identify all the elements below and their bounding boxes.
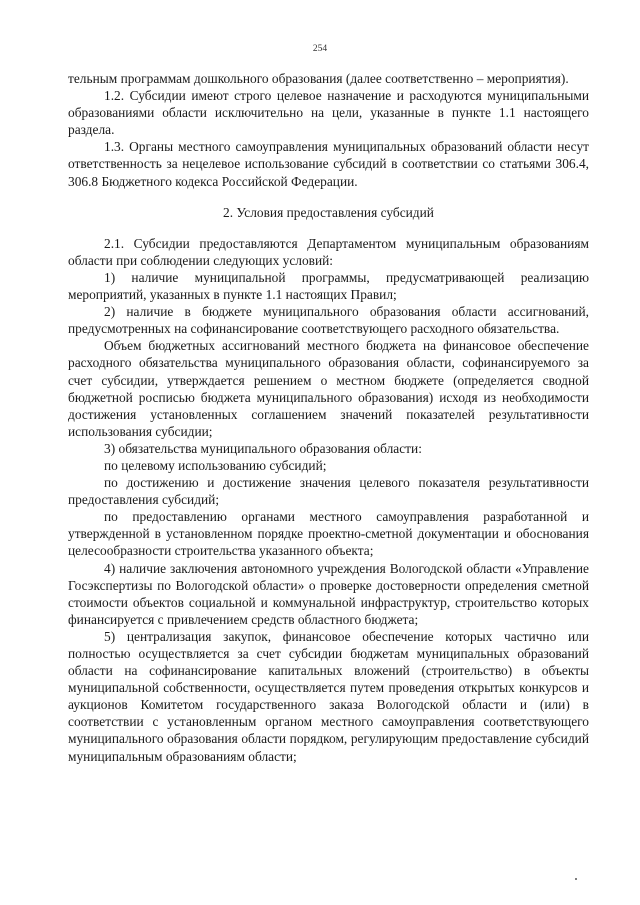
budget-volume-paragraph: Объем бюджетных ассигнований местного бюджета на финансовое обеспечение расходного обязательства муниципального образования области, софинансируемого за счет субсидии, утверждается решением о местном бюджете (определяется сводной бюджетной росписью бюджета муниципального образования) исходя из необходимости достижения установленных соглашением значений показателей результативности использования субсидии;	[68, 338, 589, 439]
paragraph-2-1: 2.1. Субсидии предоставляются Департаментом муниципальным образованиям области при соблюдении следующих условий:	[68, 235, 589, 268]
obligation-targeted-use: по целевому использованию субсидий;	[104, 457, 327, 473]
paragraph-continuation: тельным программам дошкольного образования (далее соответственно – мероприятия).	[68, 71, 569, 86]
condition-3: 3) обязательства муниципального образования области:	[104, 440, 422, 456]
condition-4: 4) наличие заключения автономного учреждения Вологодской области «Управление Госэкспертизы по Вологодской области» о проверке достоверности определения сметной стоимости объектов социальной и коммунальной инфраструктур, строительство которых финансируется с привлечением средств областного бюджета;	[68, 560, 589, 627]
paragraph-1-2: 1.2. Субсидии имеют строго целевое назначение и расходуются муниципальными образованиями области исключительно на цели, указанные в пункте 1.1 настоящего раздела.	[68, 88, 589, 138]
paragraph-1-3: 1.3. Органы местного самоуправления муниципальных образований области несут ответственность за нецелевое использование субсидий в соответствии со статьями 306.4, 306.8 Бюджетного кодекса Российской Федерации.	[68, 139, 589, 189]
condition-1: 1) наличие муниципальной программы, предусматривающей реализацию мероприятий, указанных в пункте 1.1 настоящих Правил;	[68, 269, 589, 303]
obligation-target-indicator: по достижению и достижение значения целевого показателя результативности предоставления субсидий;	[68, 475, 589, 508]
condition-2: 2) наличие в бюджете муниципального образования области ассигнований, предусмотренных на софинансирование соответствующего расходного обязательства.	[68, 304, 589, 337]
page-number: 254	[312, 44, 328, 54]
condition-5: 5) централизация закупок, финансовое обеспечение которых частично или полностью осуществляется за счет субсидии бюджетам муниципальных образований области на софинансирование капитальных вложений (строительство) в объекты муниципальной собственности, осуществляется путем проведения открытых конкурсов и аукционов Комитетом государственного заказа Вологодской области и (или) в соответствии с установленным органом местного самоуправления соответствующего муниципального образования области порядком, регулирующим предоставление субсидий муниципальным образованиям области;	[68, 628, 589, 764]
obligation-design-documentation: по предоставлению органами местного самоуправления разработанной и утвержденной в установленном порядке проектно-сметной документации и обоснования целесообразности строительства указанного объекта;	[68, 509, 589, 559]
document-body	[68, 70, 589, 765]
scan-speck	[575, 878, 577, 880]
section-title: 2. Условия предоставления субсидий	[223, 204, 434, 220]
